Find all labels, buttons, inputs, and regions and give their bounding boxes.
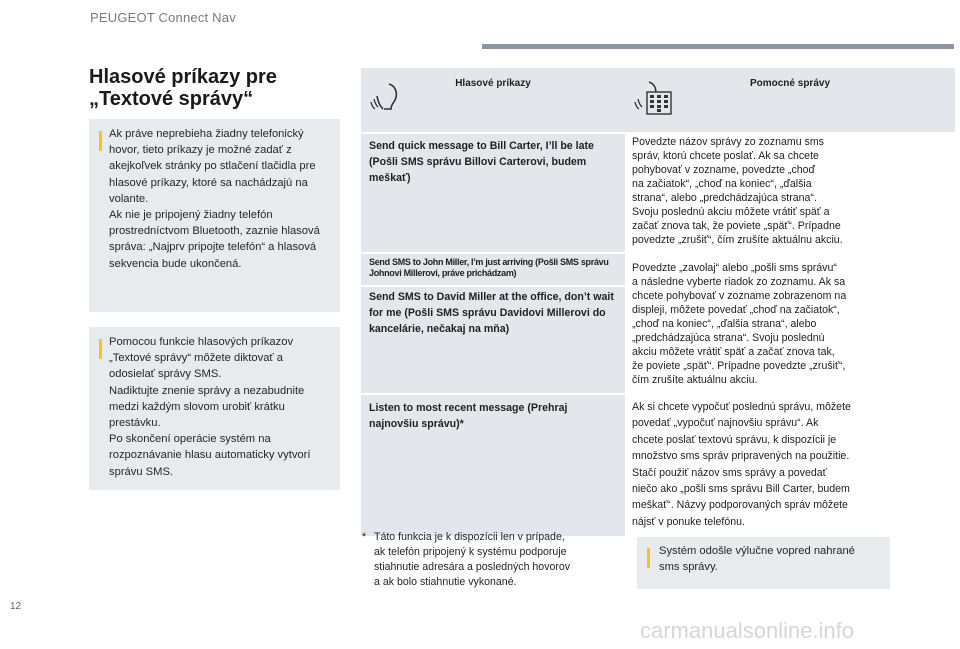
table-header-help (625, 68, 955, 132)
watermark: carmanualsonline.info (640, 618, 855, 643)
table-row (361, 254, 625, 393)
header-label: Pomocné správy (749, 78, 831, 89)
table-row (361, 134, 625, 252)
command-text: Send SMS to John Miller, I’m just arriving (Pošli SMS správu Johnovi Millerovi, práve prichádzam) (361, 254, 625, 285)
section-title: Hlasové príkazy pre „Textové správy“ (89, 66, 277, 110)
note-text: Systém odošle výlučne vopred nahrané sms správy. (659, 545, 855, 573)
page-number: 12 (10, 601, 22, 612)
command-text: Listen to most recent message (Prehraj najnovšiu správu)* (369, 402, 568, 430)
note-accent-bar (99, 339, 102, 359)
command-text: Send quick message to Bill Carter, I’ll be late (Pošli SMS správu Billovi Carterovi, budem meškať) (369, 140, 594, 184)
table-header-commands (361, 68, 625, 132)
help-text: Povedzte „zavolaj“ alebo „pošli sms správu“ a následne vyberte riadok zo zoznamu. Ak sa chcete pohybovať v zozname zobrazenom na displeji, môžete povedať „choď na začiatok“, „choď na koniec“, „ďalšia strana“, alebo „predchádzajúca strana“. Svoju poslednú akciu môžete vrátiť späť a začať znova tak, že poviete „späť“. Prípadne povedzte „zrušiť“, čím zrušíte aktuálnu akciu. (625, 254, 955, 393)
table-row (361, 395, 625, 536)
footnote-text: Táto funkcia je k dispozícii len v prípade, ak telefón pripojený k systému podporuje stiahnutie adresára a posledných hovorov a ak bolo stiahnutie vykonané. (374, 531, 571, 588)
info-note (637, 537, 890, 589)
help-text: Ak si chcete vypočuť poslednú správu, môžete povedať „vypočuť najnovšiu správu“. Ak chcete poslať textovú správu, k dispozícii je množstvo sms správ pripravených na použitie. Stačí použiť názov sms správy a povedať niečo ako „pošli sms správu Bill Carter, budem meškať“. Názvy podporovaných správ môžete nájsť v ponuke telefónu. (625, 395, 955, 536)
help-text: Povedzte názov správy zo zoznamu sms správ, ktorú chcete poslať. Ak sa chcete pohybovať v zozname, povedzte „choď na začiatok“, „choď na koniec“, „ďalšia strana“, alebo „predchádzajúca strana“. Svoju poslednú akciu môžete vrátiť späť a začať znova tak, že poviete „späť“. Prípadne povedzte „zrušiť“, čím zrušíte aktuálnu akciu. (625, 134, 955, 252)
info-note (89, 119, 340, 312)
voice-commands-table (361, 68, 955, 536)
note-accent-bar (99, 131, 102, 151)
info-note (89, 327, 340, 490)
header-label: Hlasové príkazy (455, 78, 531, 89)
note-text: Ak práve neprebieha žiadny telefonický hovor, tieto príkazy je možné zadať z akejkoľvek stránky po stlačení tlačidla pre hlasové príkazy, ktoré sa nachádzajú na volante. Ak nie je pripojený žiadny telefón prostredníctvom Bluetooth, zaznie hlasová správa: „Najprv pripojte telefón“ a hlasová sekvencia bude ukončená. (109, 128, 320, 270)
footnote-marker: * (362, 531, 367, 543)
header-divider (482, 44, 954, 49)
header-title: PEUGEOT Connect Nav (90, 10, 236, 25)
note-accent-bar (647, 548, 650, 568)
note-text: Pomocou funkcie hlasových príkazov „Textové správy“ môžete diktovať a odosielať správy SMS. Nadiktujte znenie správy a nezabudnite medzi každým slovom urobiť krátku prestávku. Po skončení operácie systém na rozpoznávanie hlasu automaticky vytvorí správu SMS. (109, 336, 311, 478)
command-text: Send SMS to David Miller at the office, don’t wait for me (Pošli SMS správu Davidovi Millerovi do kancelárie, nečakaj na mňa) (361, 287, 625, 393)
